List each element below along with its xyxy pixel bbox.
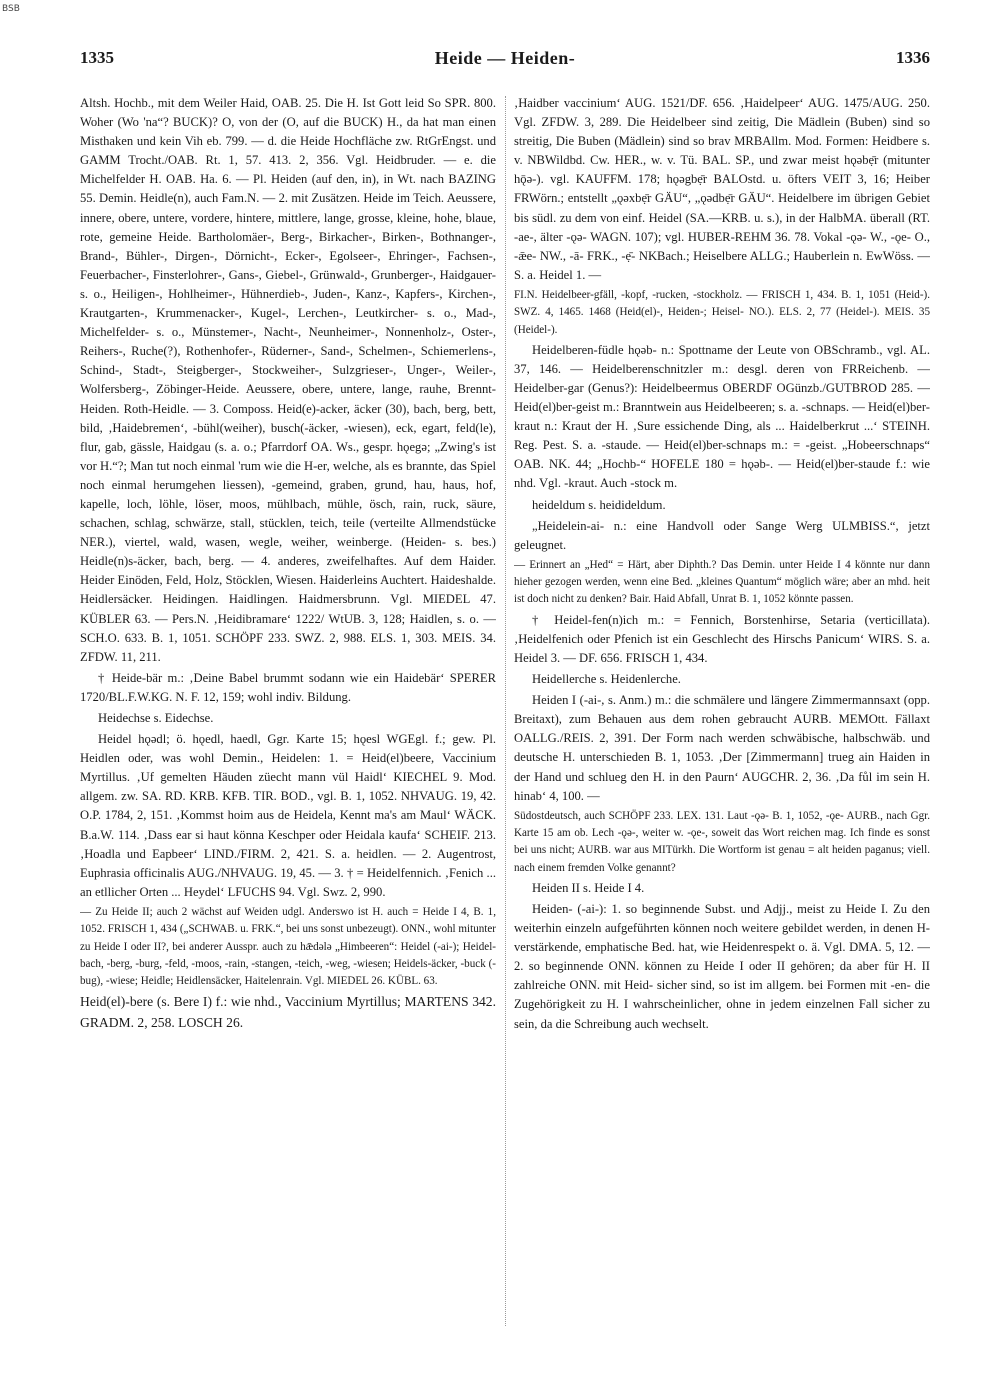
dictionary-entry-paragraph: Heid(el)-bere (s. Bere I) f.: wie nhd., Vaccinium Myrtillus; MARTENS 342. GRADM. 2, 258. LOSCH 26. (80, 994, 496, 1030)
dictionary-entry-paragraph: Altsh. Hochb., mit dem Weiler Haid, OAB. 25. Die H. Ist Gott leid So SPR. 800. Woher (Wo 'na“? BUCK)? O, von der (O, auf die BUCK) H., da hat man einen Misthaken und kein Vih eb. 799. — d. die Heide Hochfläche zw. RtGrEngst. und GAMM Trocht./OAB. Rt. 1, 57. 413. 2, 356. Vgl. Heidbruder. — e. die Michelfelder H. OAB. Ha. 6. — Pl. Heiden (auf den, in), in Wt. nach BAZING 55. Demin. Heidle(n), auch Fam.N. — 2. mit Zusätzen. Heide im Teich. Aeussere, innere, obere, untere, vordere, hintere, mittlere, lange, grosse, kleine, hohe, blaue, rote, gemeine Heide. Bartholomäer-, Berg-, Birkacher-, Birken-, Bothnanger-, Brand-, Bühler-, Dirgen-, Dörnicht-, Ecker-, Egolseer-, Ehringer-, Fachsen-, Feuerbacher-, Finsterlohrer-, Gans-, Giebel-, Grünwald-, Grunberger-, Haidgauer- s. o., Heiligen-, Hohlheimer-, Hühnerdieb-, Juden-, Kanz-, Kapfers-, Kirchen-, Krautgarten-, Krummenacker-, Kugel-, Lerchen-, Leutkircher- s. o., Mad-, Michelfelder- s. o., Münstemer-, Nacht-, Neunheimer-, Nonnenholz-, Oster-, Reihers-, Ruche(?), Rothenhofer-, Rüderner-, Sand-, Schelmen-, Schiemerlens-, Schind-, Stadt-, Steigberger-, Stockweiher-, Sulzgrieser-, Unger-, Weiler-, Wolfersberg-, Zöbinger-Heide. Aeussere, obere, untere, lange, rauhe, Brennt-Heiden. Roth-Heidle. — 3. Composs. Heid(e)-acker, äcker (30), bach, berg, bett, bild, ‚Haidebremen‘, -bühl(weiher), busch(-äcker, -wiesen), eck, egart, feld(le), flur, gab, gässle, Haidgau (s. a. o.; Pfarrdorf OA. Ws., gespr. hǫegə; „Zwing's ist vor H.“?; Man tut noch einmal 'rum wie die H-er, welche, als es brannte, das Spiel noch einmal herumgehen liessen), -gemeind, graben, grund, hau, haus, hof, kapelle, loch, löhle, löser, moos, mühlbach, mühle, ösch, rain, ruck, säure, schachen, schlag, schwärze, stall, stücklen, teich, teile (verteilte Allmendstücke NER.), viertel, wald, wasen, wegle, weiher, weinberge. (Heiden- s. bes.) Heidle(n)s-äcker, bach, berg. — 4. anderes, zweifelhaftes. Auf dem Haider. Heider Einöden, Feld, Holz, Stöcklen, Wiesen. Haiderleins Auchtert. Haideshalde. Heidlersäcker. Heidingen. Haidlingen. Haidmersbrunn. Vgl. MIEDEL 47. KÜBLER 63. — Pers.N. ‚Heidibramare‘ 1222/ WtUB. 3, 128; Haidlen, s. o. — SCH.O. 633. B. 1, 1051. SCHÖPF 233. SWZ. 2, 988. ELS. 1, 303. MEIS. 34. ZFDW. 11, 211. (80, 96, 496, 664)
dictionary-entry-paragraph: Heidelberen-füdle hǫəb- n.: Spottname der Leute von OBSchramb., vgl. AL. 37, 146. — Heidelberenschnitzler m.: desgl. deren von FRReichenb. — Heidelber-gar (Genus?): Heidelbeermus OBERDF OGünzb./GUTBROD 285. — Heid(el)ber-geist m.: Branntwein aus Heidelbeeren; s. a. -schnaps. — Heid(el)ber-kraut n.: Kraut der H. ‚Sure essichende Ding, als ... Haidelberkrut ...‘ STEINH. Reg. Pest. S. a. -staude. — Heid(el)ber-schnaps m.: = -geist. „Hobeerschnaps“ OAB. NK. 44; „Hochb-“ HOFELE 180 = hǫəb-. — Heid(el)ber-staude f.: wie nhd. Vgl. -kraut. Auch -stock m. (514, 342, 930, 491)
dictionary-entry-paragraph: FI.N. Heidelbeer-gfäll, -kopf, -rucken, -stockholz. — FRISCH 1, 434. B. 1, 1051 (Heid-). SWZ. 4, 1465. 1468 (Heid(el)-, Heiden-; Heisel- NO.). ELS. 2, 77 (Heidel-). MEIS. 35 (Heidel-). (514, 288, 930, 336)
dictionary-entry-paragraph: † Heide-bär m.: ‚Deine Babel brummt sodann wie ein Haidebär‘ SPERER 1720/BL.F.W.KG. N. F. 12, 159; wohl indiv. Bildung. (80, 670, 496, 704)
library-stamp: BSB (2, 4, 20, 14)
dictionary-entry-paragraph: ‚Haidber vaccinium‘ AUG. 1521/DF. 656. ‚Haidelpeer‘ AUG. 1475/AUG. 250. Vgl. ZFDW. 3, 289. Die Heidelbeer sind zeitig, Die Mädlein (Buben) sind so streitig, Die Buben (Mädlein) sind so brav MRBAllm. Mod. Formen: Heidbere s. v. NBWildbd. Cw. HER., w. v. Tü. BAL. SP., und zwar meist hǫəbẹ̄r (mitunter hǭə-). vgl. KAUFFM. 178; hǫəgbẹ̄r BALOstd. u. öfters VEIT 3, 16; Heiber FRWörn.; entstellt „ǫəxbẹ̄r GÄU“, „ǫədbẹ̄r GÄU“. Heidelbere im übrigen Gebiet bis südl. zu dem von einf. Heidel (SA.—KRB. u. s.), in der HalbMA. überall (RT. -ae-, älter -ǫə- WAGN. 107); vgl. HUBER-REHM 36. 78. Vokal -ǫə- W., -ǫe- O., -ǣe- NW., -ā- FRK., -ẹ̄- NKBach.; Heiselbere ALLG.; Hauberlein n. EwWöss. — S. a. Heidel 1. — (514, 96, 930, 282)
right-column (514, 94, 930, 1332)
dictionary-entry-paragraph: Heidechse s. Eidechse. (98, 711, 214, 725)
dictionary-entry-paragraph: Heiden II s. Heide I 4. (532, 880, 645, 895)
dictionary-entry-paragraph: Heiden- (-ai-): 1. so beginnende Subst. und Adjj., meist zu Heide I. Zu den weiterhin einzeln aufgeführten können noch weitere gebildet werden, in denen H- verstärkende, emphatische Bed. hat, wie Heidenrespekt o. ä. Vgl. DMA. 5, 12. — 2. so beginnende ONN. können zu Heide I oder II gehören; da aber für H. II zahlreiche ONN. mit Heid- sicher sind, so ist im allgem. bei Formen mit -en- die Zugehörigkeit zu H. I wahrscheinlicher, ohne in jedem einzelnen Fall sicher zu sein, da die Schreibung auch wechselt. (514, 901, 930, 1031)
dictionary-entry-paragraph: Heidel hǫədl; ö. hǫedl, haedl, Ggr. Karte 15; hǫesl WGEgl. f.; gew. Pl. Heidlen oder, was wohl Demin., Heidelen: 1. = Heid(el)beere, Vaccinium Myrtillus. ‚Uf gemelten Häuden züecht mann vül Haidl‘ KIECHEL 9. Mod. allgem. zw. SA. RD. KRB. KFB. TIR. BOD., vgl. B. 1, 1052. NHVAUG. 19, 42. O.P. 1784, 2, 151. ‚Kommst hoim aus de Heidela, Kennt ma's am Maul‘ WÄCK. B.a.W. 114. ‚Dass ear si haut könna Keschper oder Heidala kaufa‘ SCHEIF. 213. ‚Hoadla und Eapbeer‘ LIND./FIRM. 2, 421. S. a. heidlen. — 2. Augentrost, Euphrasia officinalis AUG./NHVAUG. 19, 45. — 3. † = Heidelfennich. ‚Fenich ... an etllicher Orten ... Heydel‘ LFUCHS 94. Vgl. Swz. 2, 990. (80, 732, 496, 899)
dictionary-entry-paragraph: — Zu Heide II; auch 2 wächst auf Weiden udgl. Anderswo ist H. auch = Heide I 4, B. 1, 1052. FRISCH 1, 434 („SCHWAB. u. FRK.“, bei uns sonst unbezeugt). ONN., wohl mitunter zu Heide I oder II?, bei anderer Ausspr. auch zu hǣdələ „Himbeeren“: Heidel (-ai-); Heidel-bach, -berg, -burg, -feld, -moos, -rain, -stangen, -teich, -weg, -wiesen; Heidels-äcker, -buck (-bug), -wiese; Heidle; Heidlensäcker, Haitelenrain. Vgl. MIEDEL 26. KÜBL. 63. (80, 905, 496, 988)
column-divider (505, 96, 506, 1326)
dictionary-entry-paragraph: — Erinnert an „Hed“ = Härt, aber Diphth.? Das Demin. unter Heide I 4 könnte nur dann hieher gezogen werden, wenn eine Bed. „kleines Quantum“ möglich wäre; aber an mhd. heit ist doch nicht zu denken? Bair. Haid Abfall, Unrat B. 1, 1052 könnte passen. (514, 558, 930, 606)
dictionary-entry-paragraph: Südostdeutsch, auch SCHÖPF 233. LEX. 131. Laut -ǫə- B. 1, 1052, -ǫe- AURB., nach Ggr. Karte 15 am ob. Lech -ǫə-, weiter w. -ǫe-, soweit das Wort reichen mag. Ich finde es sonst bei uns nicht; AURB. war aus MITürkh. Die Wortform ist genau = alt heiden paganus; viell. nach einem fremden Volke genannt? (514, 809, 930, 874)
dictionary-entry-paragraph: heideldum s. heidideldum. (532, 497, 666, 512)
page-header (80, 48, 930, 76)
right-page-number: 1336 (896, 48, 930, 67)
dictionary-entry-paragraph: Heiden I (-ai-, s. Anm.) m.: die schmälere und längere Zimmermannsaxt (opp. Breitaxt), zum Behauen aus dem rohen gebraucht AURB. MEMOtt. Fällaxt OALLG./REIS. 2, 391. Der Form nach werden schwäbische, halbschwäb. und deutsche H. unterschieden B. 1, 1053. ‚Der [Zimmermann] trueg ain Haiden in der Hand und schlueg den H. in den Paurn‘ AUGCHR. 2, 36. ‚Da fůl im sein H. hinab‘ 4, 100. — (514, 693, 930, 803)
left-page-number: 1335 (80, 48, 114, 67)
dictionary-entry-paragraph: „Heidelein-ai- n.: eine Handvoll oder Sange Werg ULMBISS.“, jetzt geleugnet. (514, 518, 930, 552)
dictionary-entry-paragraph: † Heidel-fen(n)ich m.: = Fennich, Borstenhirse, Setaria (verticillata). ‚Heidelfenich oder Pfenich ist ein Geschlecht des Hirschs Panicum‘ WIRS. S. a. Heidel 3. — DF. 656. FRISCH 1, 434. (514, 612, 930, 665)
dictionary-entry-paragraph: Heidellerche s. Heidenlerche. (532, 672, 681, 687)
left-column (80, 94, 496, 1332)
running-title: Heide — Heiden- (434, 48, 576, 68)
